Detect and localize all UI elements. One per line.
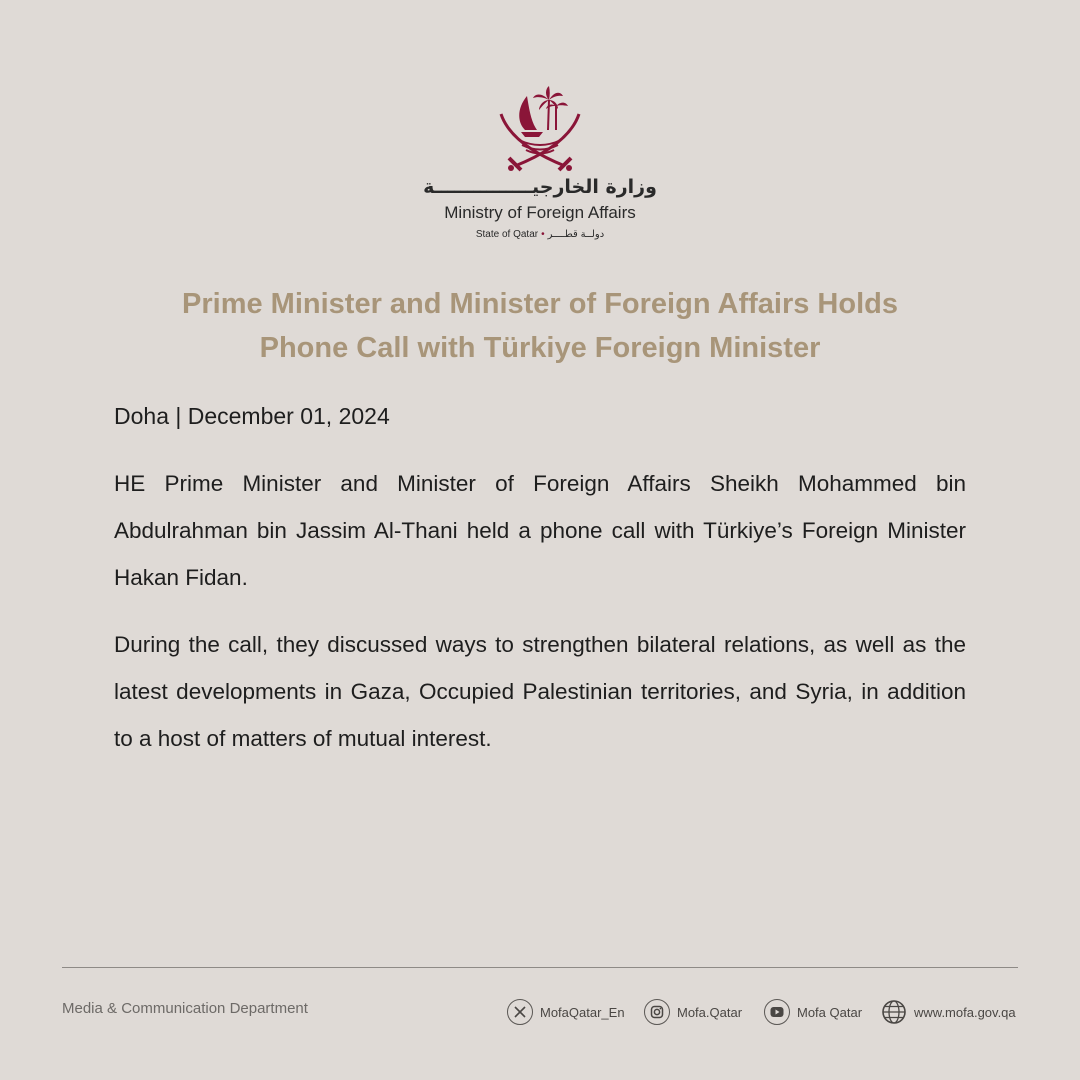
separator-dot: • (541, 229, 545, 240)
department-label: Media & Communication Department (62, 1000, 308, 1017)
social-instagram-label: Mofa.Qatar (677, 1004, 743, 1020)
qatar-emblem-icon (495, 84, 585, 172)
dateline: Doha | December 01, 2024 (114, 403, 390, 429)
headline-line-2: Phone Call with Türkiye Foreign Minister (259, 332, 821, 364)
state-name-arabic: دولــة قطــــر (547, 229, 605, 240)
youtube-icon (764, 999, 790, 1025)
social-youtube-label: Mofa Qatar (797, 1004, 863, 1020)
ministry-name-arabic: وزارة الخارجيـــــــــــــــة (423, 176, 657, 198)
footer-divider (62, 967, 1018, 968)
website-link[interactable] (881, 998, 1016, 1026)
social-x-label: MofaQatar_En (540, 1004, 625, 1020)
state-of-qatar-line (380, 229, 700, 240)
press-release-headline (90, 282, 990, 370)
globe-icon (881, 999, 907, 1025)
article-paragraph-1: HE Prime Minister and Minister of Foreign Affairs Sheikh Mohammed bin Abdulrahman bin Jassim Al-Thani held a phone call with Türkiye’s Foreign Minister Hakan Fidan. (114, 471, 966, 590)
article-paragraph-2: During the call, they discussed ways to strengthen bilateral relations, as well as the latest developments in Gaza, Occupied Palestinian territories, and Syria, in addition to a host of matters of mutual interest. (114, 632, 966, 751)
social-youtube-link[interactable] (764, 998, 862, 1026)
website-label: www.mofa.gov.qa (914, 1004, 1016, 1020)
social-x-link[interactable] (507, 998, 625, 1026)
social-instagram-link[interactable] (644, 998, 742, 1026)
headline-line-1: Prime Minister and Minister of Foreign Affairs Holds (182, 288, 898, 320)
x-icon (507, 999, 533, 1025)
instagram-icon (644, 999, 670, 1025)
ministry-name-english: Ministry of Foreign Affairs (444, 203, 636, 222)
state-name-english: State of Qatar (475, 229, 539, 240)
